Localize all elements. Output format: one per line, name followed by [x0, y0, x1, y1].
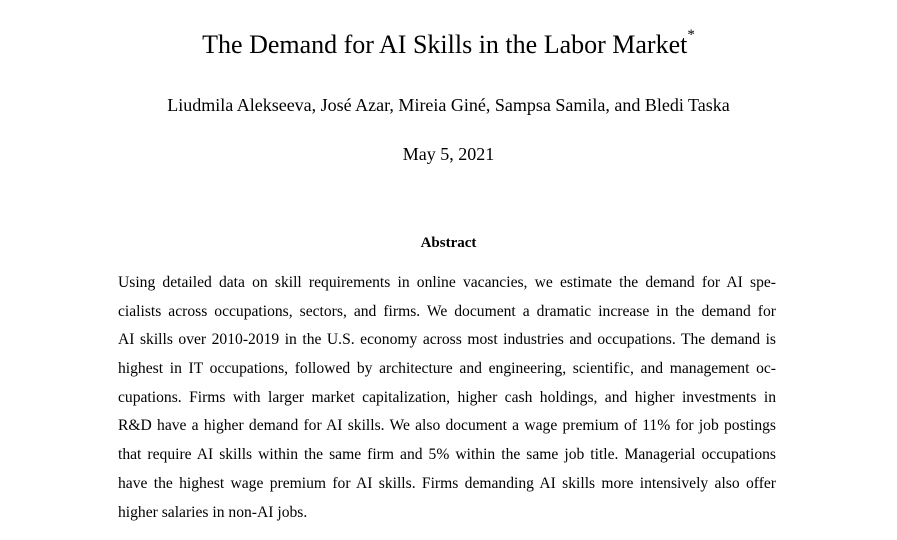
abstract-line: R&D have a higher demand for AI skills. We also document a wage premium of 11% for job postings: [118, 417, 776, 435]
abstract-line: that require AI skills within the same firm and 5% within the same job title. Managerial occupations: [118, 446, 776, 464]
abstract-line: Using detailed data on skill requirements in online vacancies, we estimate the demand for AI spe-: [118, 274, 776, 291]
author-list: Liudmila Alekseeva, José Azar, Mireia Giné, Sampsa Samila, and Bledi Taska: [167, 95, 730, 115]
abstract-line: cialists across occupations, sectors, and firms. We document a dramatic increase in the demand for: [118, 302, 776, 320]
paper-title: [0, 27, 897, 63]
abstract-heading: Abstract: [420, 235, 477, 251]
abstract-line: AI skills over 2010-2019 in the U.S. economy across most industries and occupations. The demand is: [118, 331, 776, 349]
title-footnote-mark[interactable]: *: [687, 27, 695, 43]
abstract-line: cupations. Firms with larger market capitalization, higher cash holdings, and higher investments in: [118, 388, 776, 406]
abstract-line: higher salaries in non-AI jobs.: [118, 503, 308, 521]
publication-date: May 5, 2021: [402, 144, 495, 164]
abstract-body: [118, 269, 776, 527]
abstract-line: highest in IT occupations, followed by architecture and engineering, scientific, and management oc-: [118, 360, 776, 378]
paper-title-text: The Demand for AI Skills in the Labor Market: [202, 30, 688, 59]
abstract-line: have the highest wage premium for AI skills. Firms demanding AI skills more intensively also offer: [118, 474, 776, 492]
